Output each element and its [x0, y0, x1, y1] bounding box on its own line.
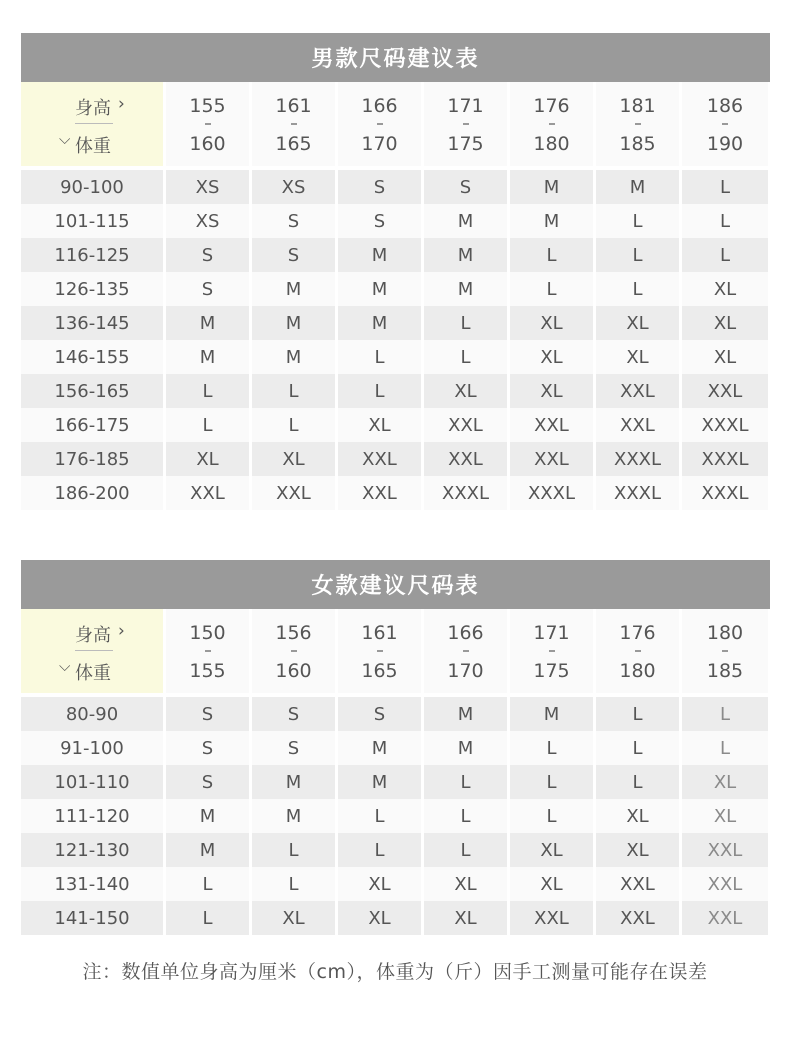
size-cell: M: [252, 306, 335, 340]
size-cell: M: [252, 799, 335, 833]
height-to: 170: [361, 133, 398, 155]
size-cell: L: [596, 238, 679, 272]
women-height-header-cell: [682, 609, 768, 693]
size-cell: L: [252, 833, 335, 867]
size-cell: S: [338, 697, 421, 731]
size-cell: M: [338, 272, 421, 306]
men-table-body: [21, 170, 770, 510]
height-to: 190: [706, 133, 744, 155]
size-cell: L: [424, 306, 507, 340]
size-cell: XL: [424, 867, 507, 901]
weight-range-cell: 141-150: [21, 901, 163, 935]
men-height-header-cell: [682, 82, 768, 166]
range-dash: [635, 123, 641, 125]
women-table-title: 女款建议尺码表: [21, 560, 770, 609]
size-cell: L: [338, 833, 421, 867]
size-cell: L: [338, 340, 421, 374]
size-cell: XL: [252, 442, 335, 476]
table-row: [21, 204, 770, 238]
size-cell: L: [338, 374, 421, 408]
size-cell: L: [682, 731, 768, 765]
height-to: 185: [706, 660, 744, 682]
men-height-label: 身高: [75, 98, 111, 119]
height-to: 180: [619, 660, 656, 682]
size-cell: M: [510, 204, 593, 238]
size-cell: XXL: [510, 442, 593, 476]
range-dash: [291, 123, 297, 125]
size-cell: XL: [510, 340, 593, 374]
table-row: [21, 442, 770, 476]
table-row: [21, 408, 770, 442]
size-cell: XL: [166, 442, 249, 476]
size-cell: XXL: [166, 476, 249, 510]
corner-divider: [75, 650, 113, 651]
size-cell: M: [338, 765, 421, 799]
size-cell: M: [166, 340, 249, 374]
size-cell: XXL: [682, 833, 768, 867]
size-cell: L: [424, 765, 507, 799]
size-cell: M: [252, 340, 335, 374]
size-cell: XXL: [338, 476, 421, 510]
size-cell: M: [424, 204, 507, 238]
size-cell: XXXL: [596, 476, 679, 510]
size-cell: XL: [510, 833, 593, 867]
table-row: [21, 374, 770, 408]
size-cell: M: [166, 799, 249, 833]
height-to: 180: [533, 133, 570, 155]
men-height-header-cell: [252, 82, 335, 166]
height-from: 176: [533, 95, 570, 117]
chevron-down-icon: ⌵: [59, 657, 71, 675]
range-dash: [549, 123, 555, 125]
size-cell: S: [166, 731, 249, 765]
size-cell: XXXL: [596, 442, 679, 476]
weight-range-cell: 126-135: [21, 272, 163, 306]
table-row: [21, 901, 770, 935]
women-header-row: [21, 609, 770, 693]
size-cell: M: [510, 170, 593, 204]
size-cell: XL: [338, 867, 421, 901]
size-cell: XL: [510, 306, 593, 340]
size-cell: L: [424, 340, 507, 374]
size-cell: XS: [252, 170, 335, 204]
weight-range-cell: 156-165: [21, 374, 163, 408]
size-cell: L: [510, 238, 593, 272]
women-height-label: 身高: [75, 625, 111, 646]
range-dash: [635, 650, 641, 652]
chevron-right-icon: ›: [118, 621, 125, 641]
size-cell: S: [252, 731, 335, 765]
height-from: 180: [706, 622, 744, 644]
size-cell: M: [510, 697, 593, 731]
size-cell: XXL: [682, 867, 768, 901]
chevron-down-icon: ⌵: [59, 130, 71, 148]
size-cell: XL: [338, 901, 421, 935]
size-cell: XS: [166, 204, 249, 238]
size-cell: XL: [252, 901, 335, 935]
size-cell: L: [510, 799, 593, 833]
size-cell: XL: [424, 374, 507, 408]
size-cell: M: [338, 306, 421, 340]
size-cell: L: [166, 867, 249, 901]
height-to: 160: [275, 660, 312, 682]
height-to: 160: [189, 133, 226, 155]
size-cell: L: [424, 799, 507, 833]
height-to: 165: [361, 660, 398, 682]
size-cell: L: [596, 697, 679, 731]
men-size-table: [21, 33, 770, 510]
table-row: [21, 340, 770, 374]
size-cell: XL: [596, 833, 679, 867]
size-cell: L: [596, 272, 679, 306]
size-cell: XXL: [596, 374, 679, 408]
women-table-body: [21, 697, 770, 935]
size-cell: M: [252, 272, 335, 306]
size-cell: M: [338, 731, 421, 765]
range-dash: [549, 650, 555, 652]
table-row: [21, 476, 770, 510]
men-table-title: 男款尺码建议表: [21, 33, 770, 82]
weight-range-cell: 166-175: [21, 408, 163, 442]
size-cell: M: [424, 272, 507, 306]
women-height-header-cell: [424, 609, 507, 693]
size-cell: S: [338, 170, 421, 204]
height-from: 171: [533, 622, 570, 644]
size-cell: XXL: [682, 901, 768, 935]
size-cell: M: [166, 306, 249, 340]
size-cell: M: [424, 697, 507, 731]
size-cell: XXXL: [682, 442, 768, 476]
range-dash: [205, 123, 211, 125]
height-from: 176: [619, 622, 656, 644]
size-cell: XXL: [596, 408, 679, 442]
height-from: 186: [706, 95, 744, 117]
women-size-table: [21, 560, 770, 935]
height-to: 185: [619, 133, 656, 155]
size-cell: L: [338, 799, 421, 833]
table-row: [21, 238, 770, 272]
size-cell: M: [166, 833, 249, 867]
range-dash: [377, 650, 383, 652]
size-cell: XL: [338, 408, 421, 442]
size-cell: S: [166, 272, 249, 306]
height-to: 175: [447, 133, 484, 155]
size-cell: S: [424, 170, 507, 204]
size-cell: M: [252, 765, 335, 799]
men-height-header-cell: [510, 82, 593, 166]
table-row: [21, 833, 770, 867]
range-dash: [291, 650, 297, 652]
men-height-header-cell: [338, 82, 421, 166]
size-cell: XXL: [510, 901, 593, 935]
size-cell: L: [682, 697, 768, 731]
chevron-right-icon: ›: [118, 94, 125, 114]
table-row: [21, 272, 770, 306]
size-cell: S: [252, 697, 335, 731]
height-from: 150: [189, 622, 226, 644]
size-cell: XL: [510, 374, 593, 408]
size-cell: L: [252, 867, 335, 901]
size-cell: L: [252, 408, 335, 442]
weight-range-cell: 116-125: [21, 238, 163, 272]
weight-range-cell: 176-185: [21, 442, 163, 476]
table-row: [21, 306, 770, 340]
size-cell: S: [252, 204, 335, 238]
size-cell: XL: [596, 306, 679, 340]
size-cell: XL: [596, 799, 679, 833]
men-height-header-cell: [424, 82, 507, 166]
size-cell: XL: [682, 306, 768, 340]
weight-range-cell: 90-100: [21, 170, 163, 204]
size-cell: S: [338, 204, 421, 238]
range-dash: [463, 123, 469, 125]
table-row: [21, 731, 770, 765]
height-from: 166: [361, 95, 398, 117]
size-cell: L: [166, 374, 249, 408]
size-cell: S: [166, 238, 249, 272]
size-cell: L: [510, 731, 593, 765]
size-cell: XXL: [596, 901, 679, 935]
height-to: 165: [275, 133, 312, 155]
weight-range-cell: 136-145: [21, 306, 163, 340]
size-cell: S: [252, 238, 335, 272]
weight-range-cell: 91-100: [21, 731, 163, 765]
size-cell: S: [166, 697, 249, 731]
size-cell: M: [596, 170, 679, 204]
women-corner-header: [21, 609, 163, 693]
weight-range-cell: 121-130: [21, 833, 163, 867]
size-cell: L: [596, 731, 679, 765]
size-cell: L: [252, 374, 335, 408]
size-cell: XL: [596, 340, 679, 374]
women-height-header-cell: [252, 609, 335, 693]
size-cell: XXXL: [424, 476, 507, 510]
size-cell: L: [166, 408, 249, 442]
size-cell: XXL: [596, 867, 679, 901]
weight-range-cell: 131-140: [21, 867, 163, 901]
size-cell: M: [424, 731, 507, 765]
size-cell: L: [682, 238, 768, 272]
size-cell: M: [338, 238, 421, 272]
height-from: 161: [275, 95, 312, 117]
size-cell: XL: [682, 765, 768, 799]
size-cell: L: [682, 204, 768, 238]
women-height-header-cell: [510, 609, 593, 693]
table-row: [21, 799, 770, 833]
size-cell: XS: [166, 170, 249, 204]
height-to: 155: [189, 660, 226, 682]
height-from: 155: [189, 95, 226, 117]
weight-range-cell: 146-155: [21, 340, 163, 374]
size-cell: L: [596, 765, 679, 799]
women-height-header-cell: [166, 609, 249, 693]
weight-range-cell: 186-200: [21, 476, 163, 510]
weight-range-cell: 101-110: [21, 765, 163, 799]
size-cell: M: [424, 238, 507, 272]
size-cell: L: [596, 204, 679, 238]
men-corner-header: [21, 82, 163, 166]
range-dash: [377, 123, 383, 125]
range-dash: [722, 123, 728, 125]
size-cell: XXXL: [682, 476, 768, 510]
height-from: 166: [447, 622, 484, 644]
size-cell: XXL: [424, 408, 507, 442]
corner-divider: [75, 123, 113, 124]
men-header-row: [21, 82, 770, 166]
height-from: 161: [361, 622, 398, 644]
size-cell: L: [424, 833, 507, 867]
height-from: 156: [275, 622, 312, 644]
size-cell: L: [510, 272, 593, 306]
range-dash: [205, 650, 211, 652]
size-cell: XXL: [252, 476, 335, 510]
women-height-header-cell: [596, 609, 679, 693]
size-cell: XXL: [510, 408, 593, 442]
size-cell: XL: [682, 799, 768, 833]
size-cell: L: [166, 901, 249, 935]
men-weight-label: 体重: [75, 136, 111, 157]
size-cell: L: [682, 170, 768, 204]
weight-range-cell: 111-120: [21, 799, 163, 833]
size-cell: L: [510, 765, 593, 799]
table-row: [21, 697, 770, 731]
height-from: 181: [619, 95, 656, 117]
size-cell: XL: [682, 272, 768, 306]
measurement-note: 注：数值单位身高为厘米（cm），体重为（斤）因手工测量可能存在误差: [82, 961, 708, 983]
weight-range-cell: 80-90: [21, 697, 163, 731]
men-height-header-cell: [596, 82, 679, 166]
table-row: [21, 170, 770, 204]
range-dash: [463, 650, 469, 652]
women-weight-label: 体重: [75, 663, 111, 684]
height-to: 170: [447, 660, 484, 682]
size-cell: XXL: [338, 442, 421, 476]
size-cell: XXXL: [510, 476, 593, 510]
size-cell: XXL: [682, 374, 768, 408]
men-height-header-cell: [166, 82, 249, 166]
size-cell: XL: [424, 901, 507, 935]
size-cell: XL: [682, 340, 768, 374]
weight-range-cell: 101-115: [21, 204, 163, 238]
women-height-header-cell: [338, 609, 421, 693]
size-cell: XXXL: [682, 408, 768, 442]
table-row: [21, 867, 770, 901]
table-row: [21, 765, 770, 799]
size-cell: XL: [510, 867, 593, 901]
height-from: 171: [447, 95, 484, 117]
height-to: 175: [533, 660, 570, 682]
size-cell: XXL: [424, 442, 507, 476]
range-dash: [722, 650, 728, 652]
size-cell: S: [166, 765, 249, 799]
